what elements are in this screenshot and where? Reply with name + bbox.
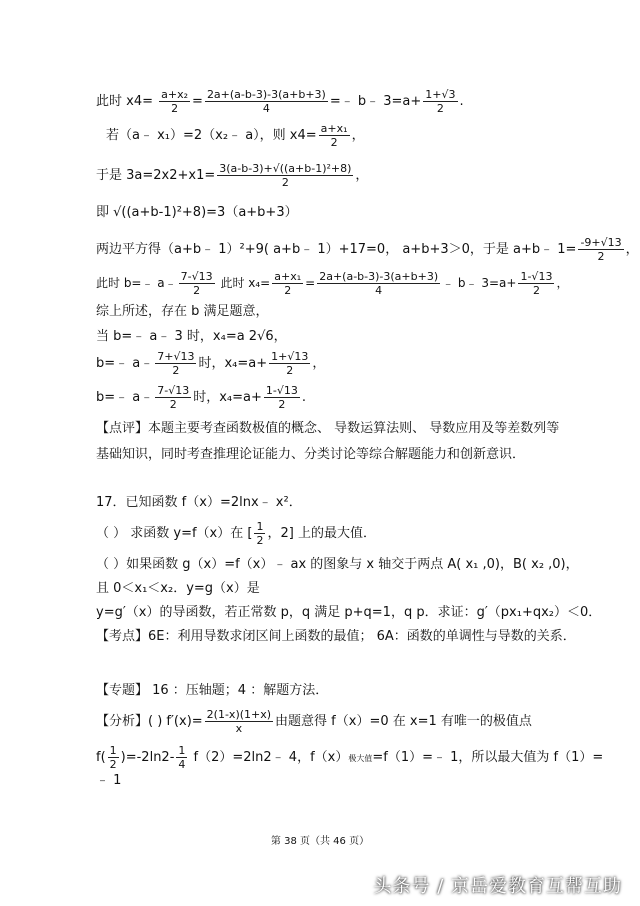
problem-17-part2-proof: y=g′（x）的导函数，若正常数 p，q 满足 p+q=1，q p．求证：g′（px₁+qx₂）＜0． <box>96 605 602 620</box>
fraction: $\frac{\text{a+x₁}}{2}$ <box>320 122 348 149</box>
line-square-both-sides: 两边平方得（a+b﹣ 1）²+9( a+b﹣ 1）+17=0， a+b+3＞0，于是 a+b﹣ 1= $\frac{-9+√13}{2}$ ， <box>96 236 639 263</box>
fraction: $\frac{\text{3(a-b-3)+√((a+b-1)²+8)}}{2}$ <box>219 162 352 189</box>
fraction: $\frac{\text{a+x₁}}{2}$ <box>274 270 302 297</box>
fraction: $\frac{7-√13}{2}$ <box>180 270 213 297</box>
line-case-b1: 当 b=﹣ a﹣ 3 时，x₄=a 2√6， <box>96 329 287 344</box>
fraction: $\frac{1}{2}$ <box>256 520 264 547</box>
fraction: $\frac{2a+(a-b-3)-3(a+b+3)}{4}$ <box>206 88 326 115</box>
page-footer: 第 38 页（共 46 页） <box>270 836 370 847</box>
fraction: $\frac{7-√13}{2}$ <box>157 384 190 411</box>
line-x4-formula: 此时 x4= $\frac{\text{a+x₂}}{2}$ = $\frac{2a+(a-b-3)-3(a+b+3)}{4}$ =﹣ b﹣ 3=a+ $\frac{1+√3}{2}$ . <box>96 88 464 115</box>
fraction: $\frac{1+√3}{2}$ <box>425 88 456 115</box>
fraction: $\frac{1-√13}{2}$ <box>265 384 298 411</box>
problem-17-part2: （ ）如果函数 g（x）=f（x）﹣ ax 的图象与 x 轴交于两点 A( x₁ ,0)，B( x₂ ,0)， <box>96 557 579 572</box>
line-kaodian: 【考点】6E：利用导数求闭区间上函数的最值； 6A：函数的单调性与导数的关系． <box>96 629 576 644</box>
fraction: $\frac{\text{a+x₂}}{2}$ <box>161 88 189 115</box>
fraction: $\frac{1+√13}{2}$ <box>271 350 309 377</box>
problem-17-part2-cond: 且 0＜x₁＜x₂．y=g（x）是 <box>96 581 260 596</box>
fraction: $\frac{2(1-x)(1+x)}{x}$ <box>206 708 272 735</box>
line-3a: 于是 3a=2x2+x1= $\frac{\text{3(a-b-3)+√((a+b-1)²+8)}}{2}$ ， <box>96 162 369 189</box>
fraction: $\frac{1}{4}$ <box>178 744 186 771</box>
line-case-two: 若（a﹣ x₁）=2（x₂﹣ a），则 x4= $\frac{\text{a+x₁}}{2}$ ， <box>106 122 365 149</box>
line-comment-1: 【点评】本题主要考查函数极值的概念、 导数运算法则、 导数应用及等差数列等 <box>96 421 560 436</box>
fraction: $\frac{-9+√13}{2}$ <box>580 236 622 263</box>
fraction: $\frac{1}{2}$ <box>109 744 117 771</box>
line-max-value: f( $\frac{1}{2}$ )=-2ln2- $\frac{1}{4}$ f（2）=2ln2﹣ 4，f（x）极大值=f（1）=﹣ 1，所以最大值为 f（1）= <box>96 744 604 771</box>
line-case-b3: b=﹣ a﹣ $\frac{7-√13}{2}$ 时，x₄=a+ $\frac{1-√13}{2}$ . <box>96 384 307 411</box>
fraction: $\frac{1-√13}{2}$ <box>520 270 553 297</box>
line-comment-2: 基础知识，同时考查推理论证能力、分类讨论等综合解题能力和创新意识． <box>96 447 526 462</box>
line-minus-one: ﹣ 1 <box>96 773 122 788</box>
line-zhuanti: 【专题】 16 ：压轴题；4 ：解题方法． <box>96 683 329 698</box>
line-summary: 综上所述，存在 b 满足题意， <box>96 304 269 319</box>
fraction: $\frac{7+√13}{2}$ <box>157 350 195 377</box>
watermark: 头条号 / 京岳爱教育互帮互助 <box>373 876 622 897</box>
line-fenxi: 【分析】( ) f′(x)= $\frac{2(1-x)(1+x)}{x}$ 由题意得 f（x）=0 在 x=1 有唯一的极值点 <box>96 708 532 735</box>
problem-17-part1: （ ） 求函数 y=f（x）在 [ $\frac{1}{2}$ ，2] 上的最大值． <box>96 520 376 547</box>
line-b-value: 此时 b=﹣ a﹣ $\frac{7-√13}{2}$ 此时 x₄= $\frac{\text{a+x₁}}{2}$ = $\frac{2a+(a-b-3)-3(a+b+3)}{4}$ ﹣ b﹣ 3=a+ $\frac{1-√13}{2}$ ， <box>96 270 569 297</box>
fraction: $\frac{2a+(a-b-3)-3(a+b+3)}{4}$ <box>319 270 439 297</box>
line-ji: 即 √((a+b-1)²+8)=3（a+b+3） <box>96 205 298 220</box>
line-case-b2: b=﹣ a﹣ $\frac{7+√13}{2}$ 时，x₄=a+ $\frac{1+√13}{2}$ ， <box>96 350 326 377</box>
problem-17-title: 17．已知函数 f（x）=2lnx﹣ x²． <box>96 495 302 510</box>
